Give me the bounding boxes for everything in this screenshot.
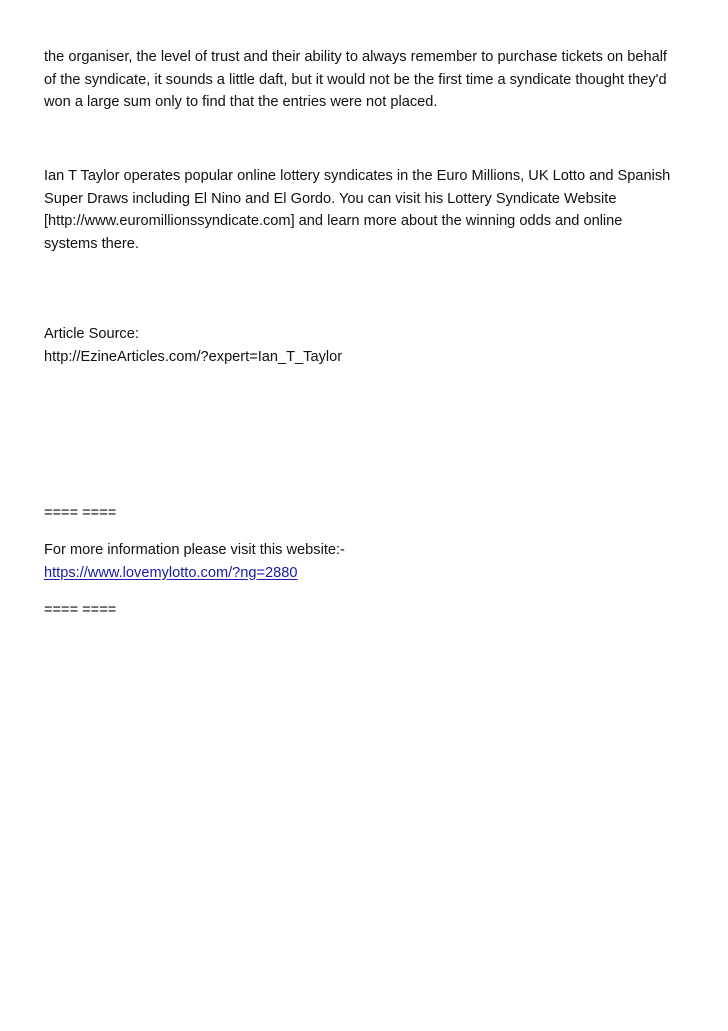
article-source-label: Article Source: <box>44 326 139 342</box>
lovemylotto-link[interactable]: https://www.lovemylotto.com/?ng=2880 <box>44 564 298 581</box>
paragraph-line: Ian T Taylor operates popular online lottery syndicates in the Euro Millions, UK Lotto and Spanish <box>44 168 671 184</box>
article-source <box>44 323 694 368</box>
more-info-text: For more information please visit this website:- <box>44 542 345 558</box>
separator-text: ==== ==== <box>44 602 117 618</box>
more-info <box>44 539 694 584</box>
paragraph-line: [http://www.euromillionssyndicate.com] and learn more about the winning odds and online <box>44 213 623 229</box>
article-source-url: http://EzineArticles.com/?expert=Ian_T_Taylor <box>44 348 343 365</box>
paragraph-line: of the syndicate, it sounds a little daft, but it would not be the first time a syndicate thought they'd <box>44 71 667 88</box>
paragraph-author-bio <box>44 165 694 255</box>
paragraph-line: the organiser, the level of trust and their ability to always remember to purchase tickets on behalf <box>44 49 667 65</box>
separator-bottom <box>44 599 694 622</box>
paragraph-syndicate-trust <box>44 46 694 114</box>
paragraph-line: systems there. <box>44 235 139 252</box>
paragraph-line: won a large sum only to find that the entries were not placed. <box>44 94 438 110</box>
separator-text: ==== ==== <box>44 505 117 521</box>
separator-top <box>44 502 694 525</box>
paragraph-line: Super Draws including El Nino and El Gordo. You can visit his Lottery Syndicate Website <box>44 190 617 207</box>
